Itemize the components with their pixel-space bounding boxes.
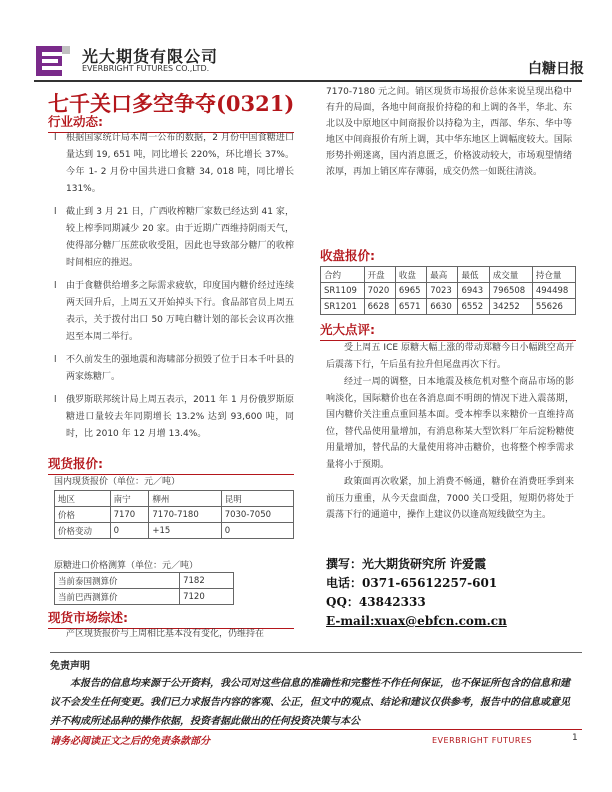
company-name-cn: 光大期货有限公司 <box>82 47 219 66</box>
contact-block <box>326 555 507 631</box>
email-link[interactable]: E-mail:xuax@ebfcn.com.cn <box>326 614 507 628</box>
page-number: 1 <box>572 733 578 743</box>
table-row: 价格变动 0 +15 0 <box>55 523 294 539</box>
company-name-en: EVERBRIGHT FUTURES CO.,LTD. <box>82 64 210 73</box>
comment-paragraph: 政策面再次收紧，加上消费不畅通，糖价在消费旺季到来前压力重重，从今天盘面盘，7000 关口受阻，短期仍将处于震荡下行的通道中，操作上建议仍以逢高短线做空为主。 <box>326 477 574 520</box>
table-row: 当前泰国测算价 7182 <box>55 573 234 589</box>
phone-line: 电话：0371-65612257-601 <box>326 576 498 590</box>
table-row: 地区 南宁 柳州 昆明 <box>55 491 294 507</box>
comment-paragraph: 受上周五 ICE 原糖大幅上涨的带动郑糖今日小幅跳空高开后震荡下行，午后虽有拉升但尾盘再次下行。 <box>326 343 574 370</box>
report-type-title: 白糖日报 <box>528 61 584 77</box>
import-price-label: 原糖进口价格测算（单位：元／吨） <box>54 561 199 571</box>
domestic-price-label: 国内现货报价（单位：元／吨） <box>54 477 181 487</box>
table-row: 价格 7170 7170-7180 7030-7050 <box>55 507 294 523</box>
footer-divider <box>50 729 582 730</box>
disclaimer-title: 免责声明 <box>50 661 90 672</box>
comment-section-title: 光大点评: <box>320 320 576 338</box>
report-headline: 七千关口多空争夺(0321) <box>48 91 295 116</box>
news-item: l 根据国家统计局本周一公布的数据，2 月份中国食糖进口量达到 19, 651 吨，同比增长 220%，环比增长 37%。今年 1- 2 月份中国共进口食糖 34, 018 吨，同比增长 131%。 <box>54 133 294 194</box>
table-row: SR1109 7020 6965 7023 6943 796508 494498 <box>321 283 576 299</box>
industry-section-title: 行业动态: <box>48 112 294 130</box>
news-item: l 由于食糖供给增多之际需求疲软，印度国内糖价经过连续两天回升后，上周五又开始掉头下行。食品部官员上周五表示，关于拨付出口 50 万吨白糖计划的部长会议再次推迟至本周二举行。 <box>54 281 294 342</box>
comment-paragraph: 经过一周的调整，日本地震及核危机对整个商品市场的影响淡化，国际糖价也在各消息面不明朗的情况下进入震荡期，国内糖价关注重点重回基本面。受本榨季以来糖价一直维持高位，替代品使用量增加，有消息称某大型饮料厂年后淀粉糖使用量增加，替代品的大量使用将冲击糖价，也将整个榨季需求量将小于预期。 <box>326 377 574 470</box>
market-summary-text-cont: 7170-7180 元之间。销区现货市场报价总体来说呈现出稳中有升的局面，各地中间商报价持稳的和上调的各半，华北、东北以及中原地区中间商报价以持稳为主，西部、华东、华中等地区中间商报价有所上调，其中华东地区上调幅度较大。国际形势扑朔迷离，国内消息匮乏，价格波动较大，市场观望情绪浓厚，再加上销区库存薄弱，成交仍然一如既往清淡。 <box>326 87 572 177</box>
table-row: 当前巴西测算价 7120 <box>55 589 234 605</box>
table-row: SR1201 6628 6571 6630 6552 34252 55626 <box>321 299 576 315</box>
spot-section-title: 现货报价: <box>48 454 294 472</box>
domestic-price-table <box>54 490 294 539</box>
footer-note: 请务必阅读正文之后的免责条款部分 <box>50 736 210 747</box>
news-item: l 截止到 3 月 21 日，广西收榨糖厂家数已经达到 41 家，较上榨季同期减少 20 家。由于近期广西维持阴雨天气，使得部分糖厂压蔗砍收受阻，因此也导致部分糖厂的收榨时间相应的推迟。 <box>54 207 294 268</box>
market-summary-text-start: 产区现货报价与上周相比基本没有变化，仍维持在 <box>66 629 265 639</box>
news-item: l 不久前发生的强地震和海啸部分损毁了位于日本千叶县的两家炼糖厂。 <box>54 355 294 382</box>
news-item: l 俄罗斯联邦统计局上周五表示，2011 年 1 月份俄罗斯原糖进口量较去年同期增长 13.2% 达到 93,600 吨，同时，比 2010 年 12 月增 13.4%。 <box>54 395 294 439</box>
disclaimer-text: 本报告的信息均来源于公开资料，我公司对这些信息的准确性和完整性不作任何保证，也不保证所包含的信息和建议不会发生任何变更。我们已力求报告内容的客观、公正，但文中的观点、结论和建议仅供参考，报告中的信息或意见并不构成所述品种的操作依据，投资者据此做出的任何投资决策与本公 <box>50 678 570 727</box>
industry-news-list <box>54 130 294 449</box>
comment-body <box>326 340 574 525</box>
qq-line: QQ：43842333 <box>326 595 426 609</box>
closing-price-table <box>320 266 576 315</box>
author-line: 撰写：光大期货研究所 许爱霞 <box>326 557 487 571</box>
closing-section-title: 收盘报价: <box>320 246 576 264</box>
market-section-title: 现货市场综述: <box>48 608 294 626</box>
table-row: 合约 开盘 收盘 最高 最低 成交量 持仓量 <box>321 267 576 283</box>
import-price-table <box>54 572 234 605</box>
disclaimer-divider <box>50 652 582 653</box>
header-divider <box>34 80 582 82</box>
footer-brand: EVERBRIGHT FUTURES <box>432 736 533 745</box>
company-logo-icon <box>34 44 74 78</box>
